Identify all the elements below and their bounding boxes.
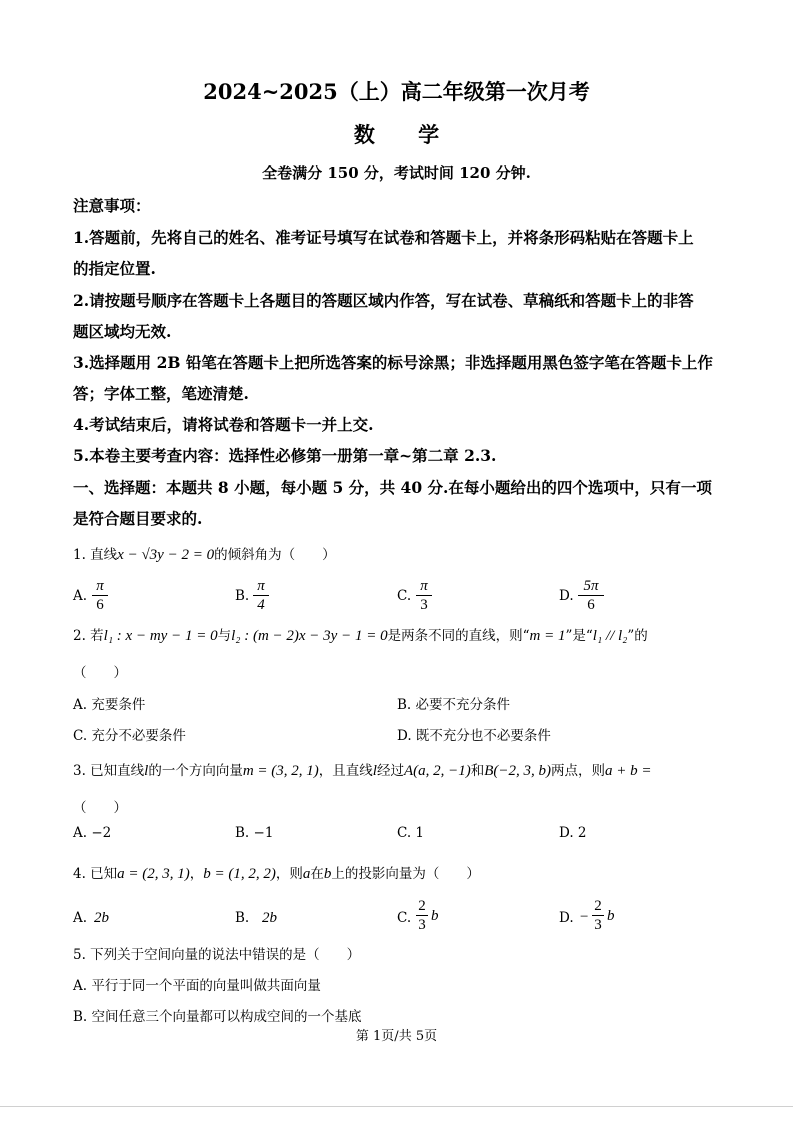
q3-point-b: B(−2, 3, b)	[484, 763, 552, 779]
q3-prefix: 3. 已知直线	[73, 763, 145, 779]
question-4-stem	[73, 862, 480, 883]
q2-line-2: l₂ : (m − 2)x − 3y − 1 = 0	[231, 628, 388, 644]
q4-option-d-fraction	[592, 898, 604, 934]
section-heading-line-1: 一、选择题：本题共 8 小题，每小题 5 分，共 40 分.在每小题给出的四个选项中，只有一项	[73, 478, 712, 497]
q4-option-c-fraction	[416, 898, 428, 934]
q1-a-num: π	[92, 578, 108, 596]
q1-option-d-label: D.	[559, 588, 574, 604]
q2-answer-paren: （ ）	[73, 665, 127, 681]
q4-option-c-vector: b	[431, 908, 439, 924]
q4-option-a-expr: 2b	[94, 910, 109, 926]
q4-text-2: 在	[310, 866, 324, 882]
q1-option-d-fraction	[578, 578, 604, 614]
q2-mid: 与	[217, 628, 232, 644]
q2-suffix: 是两条不同的直线，则“	[387, 628, 530, 644]
q1-suffix: 的倾斜角为（ ）	[214, 547, 336, 563]
q1-d-den: 6	[587, 597, 595, 613]
q4-option-d-label: D.	[559, 910, 574, 926]
q5-option-b: B. 空间任意三个向量都可以构成空间的一个基底	[73, 1009, 362, 1025]
notice-heading: 注意事项：	[73, 196, 151, 215]
notice-item-2-line-2: 题区域均无效.	[73, 322, 172, 341]
q3-direction-vector: m = (3, 2, 1)	[242, 763, 319, 779]
q2-option-d: D. 既不充分也不必要条件	[397, 728, 551, 744]
q4-text-3: 上的投影向量为（ ）	[331, 866, 480, 882]
q2-middle: ”是“	[565, 628, 593, 644]
q1-a-den: 6	[96, 597, 104, 613]
notice-item-1-line-1: 1.答题前，先将自己的姓名、准考证号填写在试卷和答题卡上，并将条形码粘贴在答题卡上	[73, 228, 694, 247]
q1-option-c-label: C.	[397, 588, 412, 604]
q1-d-num: 5π	[578, 578, 604, 596]
q2-end: ”的	[627, 628, 648, 644]
q4-option-b-label: B.	[235, 910, 250, 926]
q2-prefix: 2. 若	[73, 628, 104, 644]
q3-option-b: B. −1	[235, 825, 274, 841]
q4-vector-a: a = (2, 3, 1)	[117, 866, 190, 882]
q3-expression: a + b =	[605, 763, 652, 779]
q1-c-num: π	[416, 578, 432, 596]
q4-option-d-sign: −	[580, 909, 589, 925]
q5-option-a: A. 平行于同一个平面的向量叫做共面向量	[73, 978, 321, 994]
q1-option-b-label: B.	[235, 588, 250, 604]
q4-d-num: 2	[592, 898, 604, 916]
q2-parallel: l₁ // l₂	[592, 628, 628, 644]
q2-option-c: C. 充分不必要条件	[73, 728, 186, 744]
q3-text-5: 两点，则	[551, 763, 606, 779]
q4-option-d-vector: b	[607, 908, 615, 924]
q3-option-d: D. 2	[559, 825, 587, 841]
q4-d-den: 3	[594, 917, 602, 933]
section-heading-line-2: 是符合题目要求的.	[73, 509, 203, 528]
q3-option-c: C. 1	[397, 825, 425, 841]
q4-option-b-expr: 2b	[262, 910, 277, 926]
q4-prefix: 4. 已知	[73, 866, 118, 882]
q2-option-a: A. 充要条件	[73, 697, 146, 713]
q3-text-4: 和	[470, 763, 485, 779]
q3-text-2: ，且直线	[318, 763, 373, 779]
q3-line-l-2: l	[372, 763, 377, 779]
q1-option-c-fraction	[416, 578, 432, 614]
q1-b-num: π	[253, 578, 269, 596]
question-1-stem	[73, 543, 336, 564]
q1-equation: x − √3y − 2 = 0	[117, 547, 215, 563]
q1-option-a-label: A.	[73, 588, 88, 604]
subject-title: 数 学	[353, 122, 458, 147]
notice-item-4: 4.考试结束后，请将试卷和答题卡一并上交.	[73, 415, 374, 434]
q3-line-l: l	[144, 763, 149, 779]
q3-text-3: 经过	[376, 763, 404, 779]
q4-text-1: ，则	[275, 866, 303, 882]
q1-prefix: 1. 直线	[73, 547, 118, 563]
notice-item-2-line-1: 2.请按题号顺序在答题卡上各题目的答题区域内作答，写在试卷、草稿纸和答题卡上的非答	[73, 291, 694, 310]
q3-option-a: A. −2	[73, 825, 112, 841]
question-5-stem: 5. 下列关于空间向量的说法中错误的是（ ）	[73, 947, 361, 963]
page-number: 第 1页/共 5页	[355, 1029, 438, 1044]
notice-item-5: 5.本卷主要考查内容：选择性必修第一册第一章~第二章 2.3.	[73, 446, 497, 465]
question-2-stem	[73, 624, 648, 645]
q2-line-1: l₁ : x − my − 1 = 0	[103, 628, 218, 644]
q4-option-c-label: C.	[397, 910, 412, 926]
question-3-stem	[73, 759, 652, 780]
q2-condition: m = 1	[529, 628, 566, 644]
notice-item-1-line-2: 的指定位置.	[73, 259, 156, 278]
notice-item-3-line-1: 3.选择题用 2B 铅笔在答题卡上把所选答案的标号涂黑；非选择题用黑色签字笔在答题卡上作	[73, 353, 713, 372]
q4-a: a	[302, 866, 311, 882]
q1-b-den: 4	[257, 597, 265, 613]
q4-option-a-label: A.	[73, 910, 88, 926]
exam-title: 2024~2025（上）高二年级第一次月考	[203, 79, 590, 104]
q4-vector-b: b = (1, 2, 2)	[203, 866, 276, 882]
page-bottom-divider	[0, 1106, 793, 1107]
exam-meta: 全卷满分 150 分，考试时间 120 分钟.	[262, 164, 531, 182]
q3-answer-paren: （ ）	[73, 800, 127, 816]
q3-point-a: A(a, 2, −1)	[403, 763, 471, 779]
q4-c-den: 3	[418, 917, 426, 933]
q4-sep: ，	[189, 866, 204, 882]
q4-c-num: 2	[416, 898, 428, 916]
q2-option-b: B. 必要不充分条件	[397, 697, 511, 713]
q1-option-a-fraction	[92, 578, 108, 614]
q1-c-den: 3	[420, 597, 428, 613]
notice-item-3-line-2: 答；字体工整，笔迹清楚.	[73, 384, 249, 403]
q4-b: b	[323, 866, 332, 882]
q1-option-b-fraction	[253, 578, 269, 614]
q3-text-1: 的一个方向向量	[148, 763, 243, 779]
